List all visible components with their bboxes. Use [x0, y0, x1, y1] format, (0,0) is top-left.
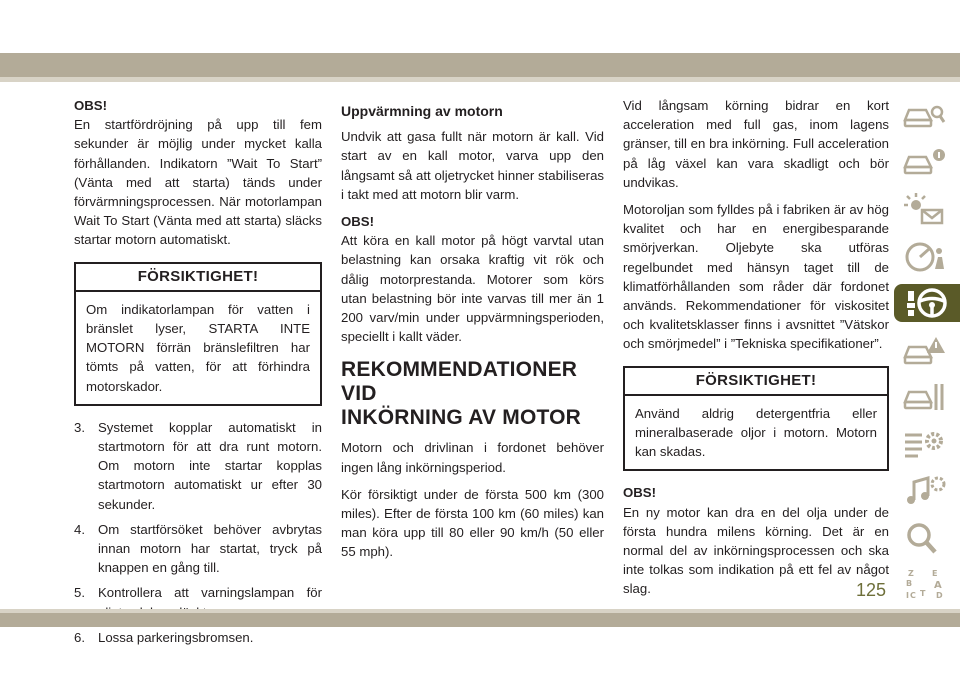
obs-text: En startfördröjning på upp till fem sekunder är möjlig under mycket kalla förhållanden. Indikatorn ”Wait To Start” (Vänta med att starta) tänds under förvärmningsprocessen. När motorlampan Wait To Start (Vänta med att starta) släcks startar motorn automatiskt.	[74, 117, 322, 248]
caution-text: Om indikatorlampan för vatten i bränslet lyser, STARTA INTE MOTORN förrän bränslefiltren har tömts på vatten, för att förhindra motorskador.	[86, 301, 310, 394]
obs-title: OBS!	[623, 485, 656, 501]
list-item: 4. Om startförsöket behöver avbrytas innan motorn har startat, tryck på knappen en gång till.	[74, 521, 322, 576]
magnifier-icon[interactable]	[898, 519, 950, 557]
column-2	[341, 96, 604, 570]
index-letter: B	[906, 579, 913, 588]
header-band-line	[0, 77, 960, 82]
header-band	[0, 53, 960, 77]
list-item: 5. Kontrollera att varningslampan för	[74, 585, 322, 601]
column-1	[74, 96, 322, 653]
obs-text: En ny motor kan dra en del olja under de första hundra milens körning. Det är en normal del av inkörningsprocessen och ska inte tolkas som indikation på ett fel av något slag.	[623, 504, 889, 597]
paragraph: Kör försiktigt under de första 500 km (300 miles). Efter de första 100 km (60 miles) kan man köra upp till 80 eller 90 km/h (50 eller 55 mph).	[341, 486, 604, 560]
index-letter: C	[910, 591, 916, 600]
index-letter: I	[906, 591, 909, 600]
music-gear-icon[interactable]	[898, 472, 950, 510]
paragraph: Motoroljan som fylldes på i fabriken är av hög kvalitet och har en energibesparande smörjverkan. Oljebyte ska utföras regelbundet med hänsyn taget till de klimatförhållanden som råder där fordonet används. Rekommendationer för viskositet och kvalitetsklasser finns i avsnittet ”Vätskor och smörjmedel” i ”Tekniska specifikationer”.	[623, 202, 889, 352]
list-item: 6. Lossa parkeringsbromsen.	[74, 629, 254, 645]
caution-box	[74, 262, 322, 406]
paragraph: Undvik att gasa fullt när motorn är kall. Vid start av en kall motor, varva upp den långsamt så att oljetrycket hinner stabiliseras i takt med att motorn blir varm.	[341, 129, 604, 202]
chapter-tabs	[894, 96, 960, 613]
checklist-gear-icon[interactable]	[898, 425, 950, 463]
obs-title: OBS!	[341, 214, 374, 230]
car-info-icon[interactable]	[898, 143, 950, 181]
car-search-icon[interactable]	[898, 96, 950, 134]
index-letter: A	[934, 580, 942, 591]
section-heading: Uppvärmning av motorn	[341, 103, 503, 119]
main-heading: REKOMMENDATIONER VID INKÖRNING AV MOTOR	[341, 358, 582, 430]
column-3	[623, 96, 889, 607]
light-message-icon[interactable]	[898, 190, 950, 228]
index-letter: D	[936, 591, 943, 600]
footer-band	[0, 613, 960, 627]
caution-title: FÖRSIKTIGHET!	[625, 368, 887, 396]
caution-title: FÖRSIKTIGHET!	[76, 264, 320, 292]
index-letter: T	[920, 589, 926, 598]
index-letter: Z	[908, 569, 914, 578]
gauge-person-icon[interactable]	[898, 237, 950, 275]
index-letter: E	[932, 569, 938, 578]
caution-text: Använd aldrig detergentfria eller mineralbaserade oljor i motorn. Motorn kan skadas.	[635, 405, 877, 460]
warning-car-icon[interactable]	[898, 331, 950, 369]
obs-text: Att köra en kall motor på högt varvtal utan belastning kan orsaka kraftig vit rök och dålig motorprestanda. Motorer som körs utan belastning bör inte varvas till mer än 1 200 varv/min under uppvärmningsperioden, speciellt i kallt väder.	[341, 233, 604, 345]
list-item: 3. Systemet kopplar automatiskt in startmotorn för att dra runt motorn. Om motorn inte startar kopplas startmotorn automatiskt ur efter 30 sekunder.	[74, 419, 322, 512]
page-number: 125	[856, 580, 887, 600]
caution-box	[623, 366, 889, 472]
obs-title: OBS!	[74, 98, 107, 113]
steering-wheel-icon[interactable]	[894, 284, 960, 322]
car-tools-icon[interactable]	[898, 378, 950, 416]
alphabet-index-icon[interactable]	[898, 566, 950, 604]
paragraph: Motorn och drivlinan i fordonet behöver ingen lång inkörningsperiod.	[341, 440, 604, 475]
paragraph: Vid långsam körning bidrar en kort acceleration med full gas, inom lagens gränser, till en bra inkörning. Full acceleration på låg växel kan vara skadligt och bör undvikas.	[623, 98, 889, 190]
